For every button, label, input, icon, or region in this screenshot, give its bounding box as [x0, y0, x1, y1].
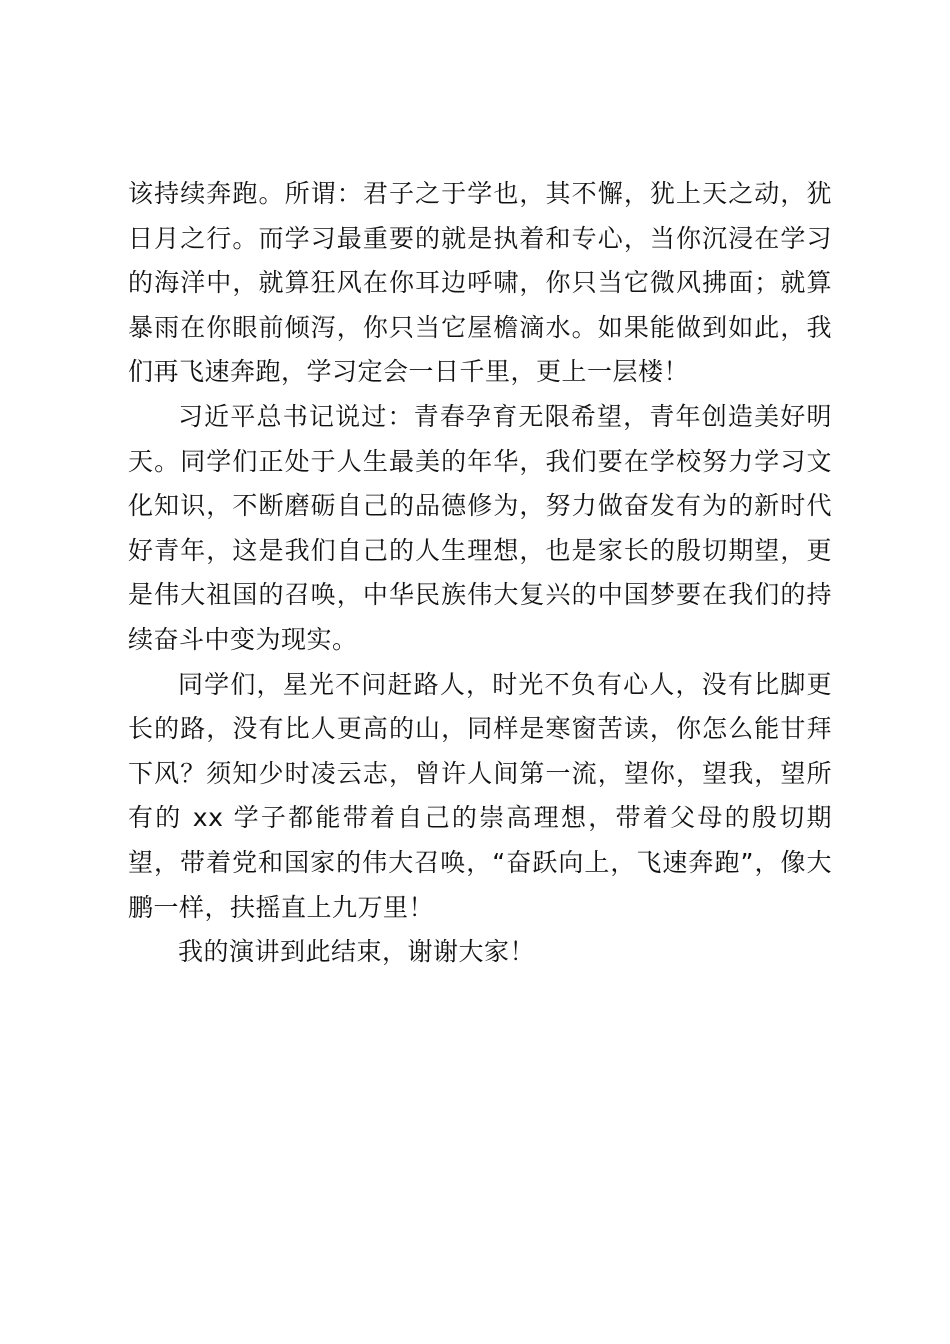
document-body — [128, 172, 832, 975]
paragraph-closing: 我的演讲到此结束，谢谢大家！ — [178, 937, 536, 967]
paragraph-youth-hope: 习近平总书记说过：青春孕育无限希望，青年创造美好明天。同学们正处于人生最美的年华，我们要在学校努力学习文化知识，不断磨砺自己的品德修为，努力做奋发有为的新时代好青年，这是我们自己的人生理想，也是家长的殷切期望，更是伟大祖国的召唤，中华民族伟大复兴的中国梦要在我们的持续奋斗中变为现实。 — [128, 401, 832, 654]
paragraph-classmates: 同学们，星光不问赶路人，时光不负有心人，没有比脚更长的路，没有比人更高的山，同样是寒窗苦读，你怎么能甘拜下风？须知少时凌云志，曾许人间第一流，望你，望我，望所有的 xx 学子都能带着自己的崇高理想，带着父母的殷切期望，带着党和国家的伟大召唤，“奋跃向上，飞速奔跑”，像大鹏一样，扶摇直上九万里！ — [128, 669, 832, 922]
paragraph-continuation: 该持续奔跑。所谓：君子之于学也，其不懈，犹上天之动，犹日月之行。而学习最重要的就是执着和专心，当你沉浸在学习的海洋中，就算狂风在你耳边呼啸，你只当它微风拂面；就算暴雨在你眼前倾泻，你只当它屋檐滴水。如果能做到如此，我们再飞速奔跑，学习定会一日千里，更上一层楼！ — [128, 179, 832, 387]
